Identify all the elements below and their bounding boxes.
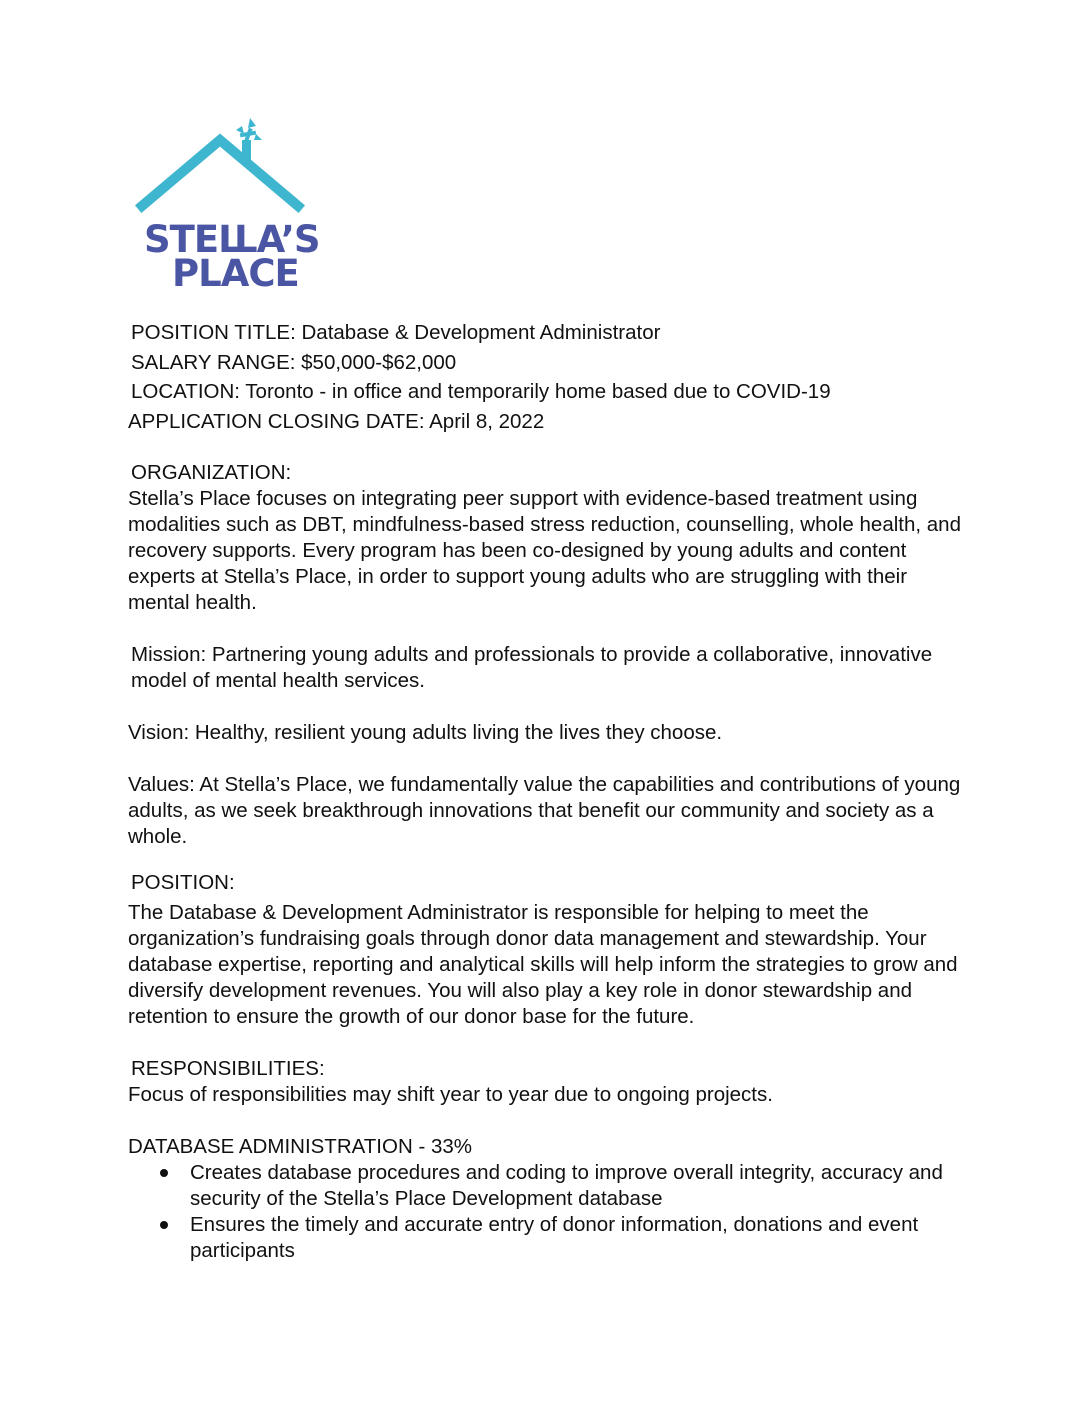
position-title: POSITION TITLE: Database & Development Administrator xyxy=(131,321,661,344)
svg-text:PLACE: PLACE xyxy=(172,252,299,295)
list-item xyxy=(190,1160,973,1212)
database-administration-list xyxy=(128,1160,973,1264)
mission-statement: Mission: Partnering young adults and professionals to provide a collaborative, innovative model of mental health services. xyxy=(131,643,933,692)
organization-body: Stella’s Place focuses on integrating peer support with evidence-based treatment using modalities such as DBT, mindfulness-based stress reduction, counselling, whole health, and recovery supports. Every program has been co-designed by young adults and content experts at Stella’s Place, in order to support young adults who are struggling with their mental health. xyxy=(128,487,961,614)
vision-statement: Vision: Healthy, resilient young adults living the lives they choose. xyxy=(128,721,723,744)
stellas-place-logo xyxy=(138,118,320,295)
list-item-text: Ensures the timely and accurate entry of donor information, donations and event participants xyxy=(190,1213,919,1262)
closing-date: APPLICATION CLOSING DATE: April 8, 2022 xyxy=(128,409,545,433)
salary-range: SALARY RANGE: $50,000-$62,000 xyxy=(131,350,457,374)
list-item xyxy=(190,1212,973,1264)
svg-text:LA’S: LA’S xyxy=(234,218,320,261)
organization-heading: ORGANIZATION: xyxy=(131,461,292,484)
values-statement: Values: At Stella’s Place, we fundamentally value the capabilities and contributions of young adults, as we seek breakthrough innovations that benefit our community and society as a whole. xyxy=(128,773,961,848)
position-heading: POSITION: xyxy=(131,871,235,894)
database-administration-heading: DATABASE ADMINISTRATION - 33% xyxy=(128,1135,473,1158)
position-body: The Database & Development Administrator is responsible for helping to meet the organization’s fundraising goals through donor data management and stewardship. Your database expertise, reporting and analytical skills will help inform the strategies to grow and diversify development revenues. You will also play a key role in donor stewardship and retention to ensure the growth of our donor base for the future. xyxy=(128,901,958,1028)
svg-text:STEL: STEL xyxy=(144,218,241,261)
bullet-icon xyxy=(160,1221,168,1229)
location: LOCATION: Toronto - in office and temporarily home based due to COVID-19 xyxy=(131,380,831,403)
list-item-text: Creates database procedures and coding to improve overall integrity, accuracy and security of the Stella’s Place Development database xyxy=(190,1161,943,1210)
document-content xyxy=(128,320,973,1264)
responsibilities-heading: RESPONSIBILITIES: xyxy=(131,1057,325,1080)
logo-graphic xyxy=(138,118,320,295)
responsibilities-intro: Focus of responsibilities may shift year to year due to ongoing projects. xyxy=(128,1083,773,1106)
bullet-icon xyxy=(160,1169,168,1177)
